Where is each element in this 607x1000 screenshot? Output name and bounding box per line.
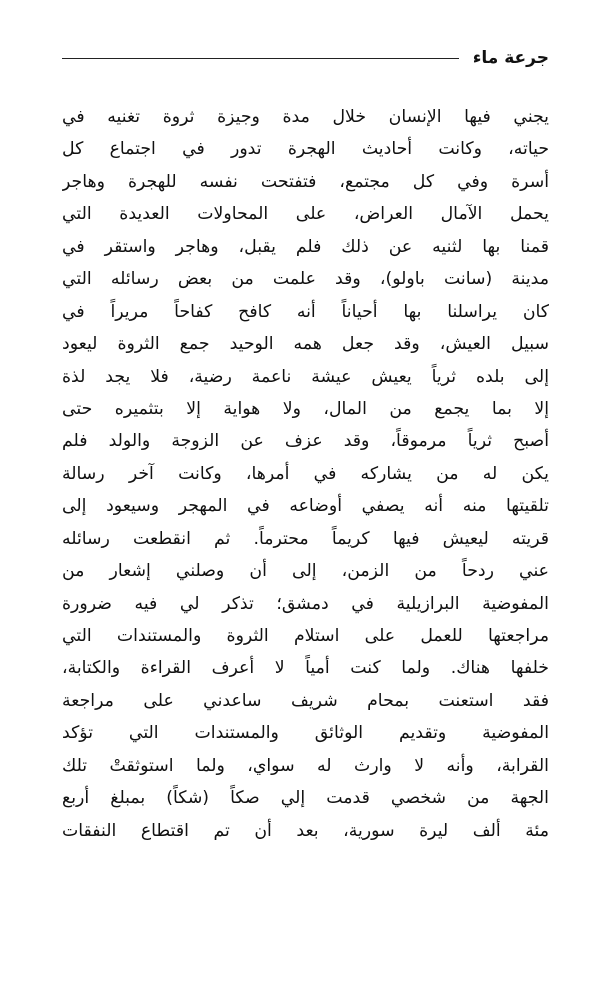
body-text <box>62 101 549 847</box>
text-line: فقد استعنت بمحام شريف ساعدني على مراجعة <box>62 690 549 711</box>
text-line: قريته ليعيش فيها كريماً محترماً. ثم انقطعت رسائله <box>62 528 549 549</box>
text-line: يجني فيها الإنسان خلال مدة وجيزة ثروة تغنيه في <box>62 107 549 127</box>
text-line: مراجعتها للعمل على استلام الثروة والمستندات التي <box>62 626 549 646</box>
text-line: عني ردحاً من الزمن، إلى أن وصلني إشعار من <box>62 561 549 582</box>
text-line: حياته، وكانت أحاديث الهجرة تدور في اجتماع كل <box>62 139 549 160</box>
text-line: خلفها هناك. ولما كنت أمياً لا أعرف القراءة والكتابة، <box>62 658 549 679</box>
header-rule <box>62 58 459 59</box>
text-line: أصبح ثرياً مرموقاً، وقد عزف عن الزوجة والولد فلم <box>62 431 549 452</box>
text-line: إلى بلده ثرياً يعيش عيشة ناعمة رضية، فلا يجد لذة <box>62 366 549 387</box>
text-line: أسرة وفي كل مجتمع، فتفتحت نفسه للهجرة وهاجر <box>62 171 549 192</box>
text-line: القرابة، وأنه لا وارث له سواي، ولما استوثقتْ تلك <box>62 755 549 776</box>
text-line: يكن له من يشاركه في أمرها، وكانت آخر رسالة <box>62 463 549 484</box>
text-line: المفوضية البرازيلية في دمشق؛ تذكر لي فيه ضرورة <box>62 593 549 614</box>
text-line: إلا بما يجمع من المال، ولا هواية إلا بتثميره حتى <box>62 398 549 419</box>
text-line: يحمل الآمال العراض، على المحاولات العديدة التي <box>62 204 549 225</box>
text-line: مئة ألف ليرة سورية، بعد أن تم اقتطاع النفقات <box>62 820 549 841</box>
text-line: كان يراسلنا بها أحياناً أنه كافح كفاحاً مريراً في <box>62 301 549 322</box>
text-line: تلقيتها منه أنه يصفي أوضاعه في المهجر وسيعود إلى <box>62 496 549 517</box>
text-line: قمنا بها لثنيه عن ذلك فلم يقبل، وهاجر واستقر في <box>62 236 549 257</box>
text-line: سبيل العيش، وقد جعل همه الوحيد جمع الثروة ليعود <box>62 334 549 355</box>
text-line: المفوضية وتقديم الوثائق والمستندات التي تؤكد <box>62 723 549 744</box>
running-header <box>62 40 549 76</box>
running-header-title: جرعة ماء <box>472 48 549 68</box>
text-line: الجهة من شخصي قدمت إلي صكاً (شكاً) بمبلغ أربع <box>62 788 549 809</box>
text-line: مدينة (سانت باولو)، وقد علمت من بعض رسائله التي <box>62 269 549 290</box>
